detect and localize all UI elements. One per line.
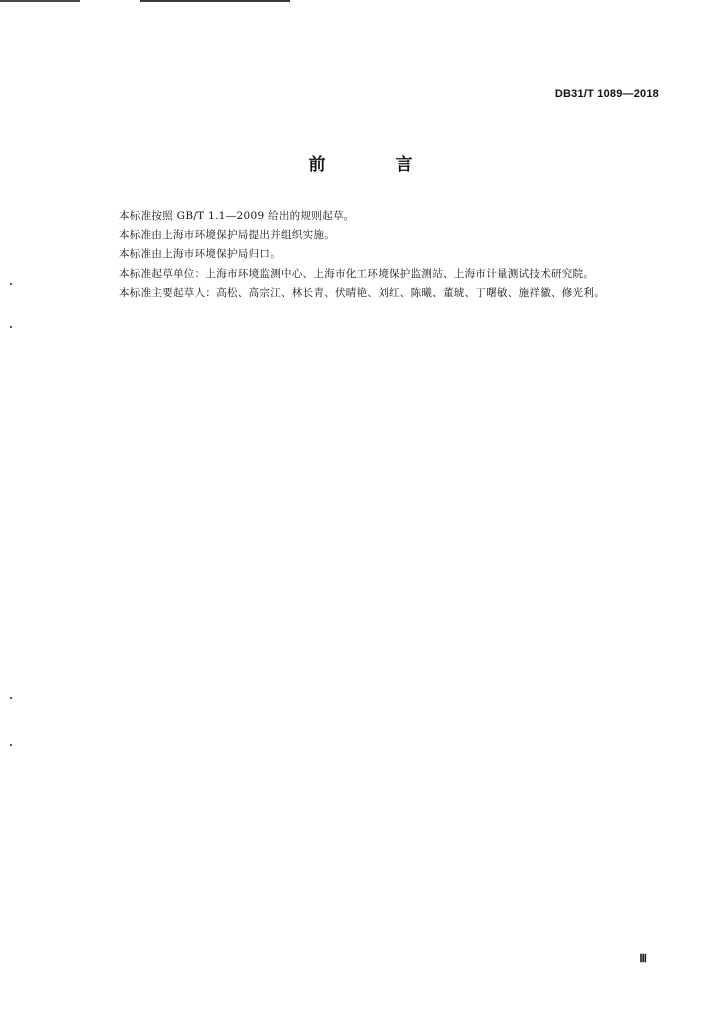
foreword-body <box>119 207 679 303</box>
foreword-line-drafting-units: 本标准起草单位：上海市环境监测中心、上海市化工环境保护监测站、上海市计量测试技术研究院。 <box>119 267 595 280</box>
scan-edge-mark <box>140 0 290 2</box>
foreword-line-drafters: 本标准主要起草人：高松、高宗江、林长青、伏晴艳、刘红、陈曦、董琥、丁曙敏、施祥徽、修光利。 <box>119 286 605 299</box>
foreword-line-proposer: 本标准由上海市环境保护局提出并组织实施。 <box>119 229 335 242</box>
scan-speck <box>10 326 12 328</box>
scan-edge-mark <box>0 0 80 2</box>
page-number: Ⅲ <box>639 953 647 965</box>
scan-speck <box>10 744 12 746</box>
page-title: 前 言 <box>308 155 445 175</box>
foreword-line-drafting-rules: 本标准按照 GB/T 1.1—2009 给出的规则起草。 <box>119 210 355 222</box>
standard-number: DB31/T 1089—2018 <box>554 88 659 100</box>
scan-speck <box>10 283 12 285</box>
scan-speck <box>10 697 12 699</box>
foreword-line-administrator: 本标准由上海市环境保护局归口。 <box>119 248 281 261</box>
